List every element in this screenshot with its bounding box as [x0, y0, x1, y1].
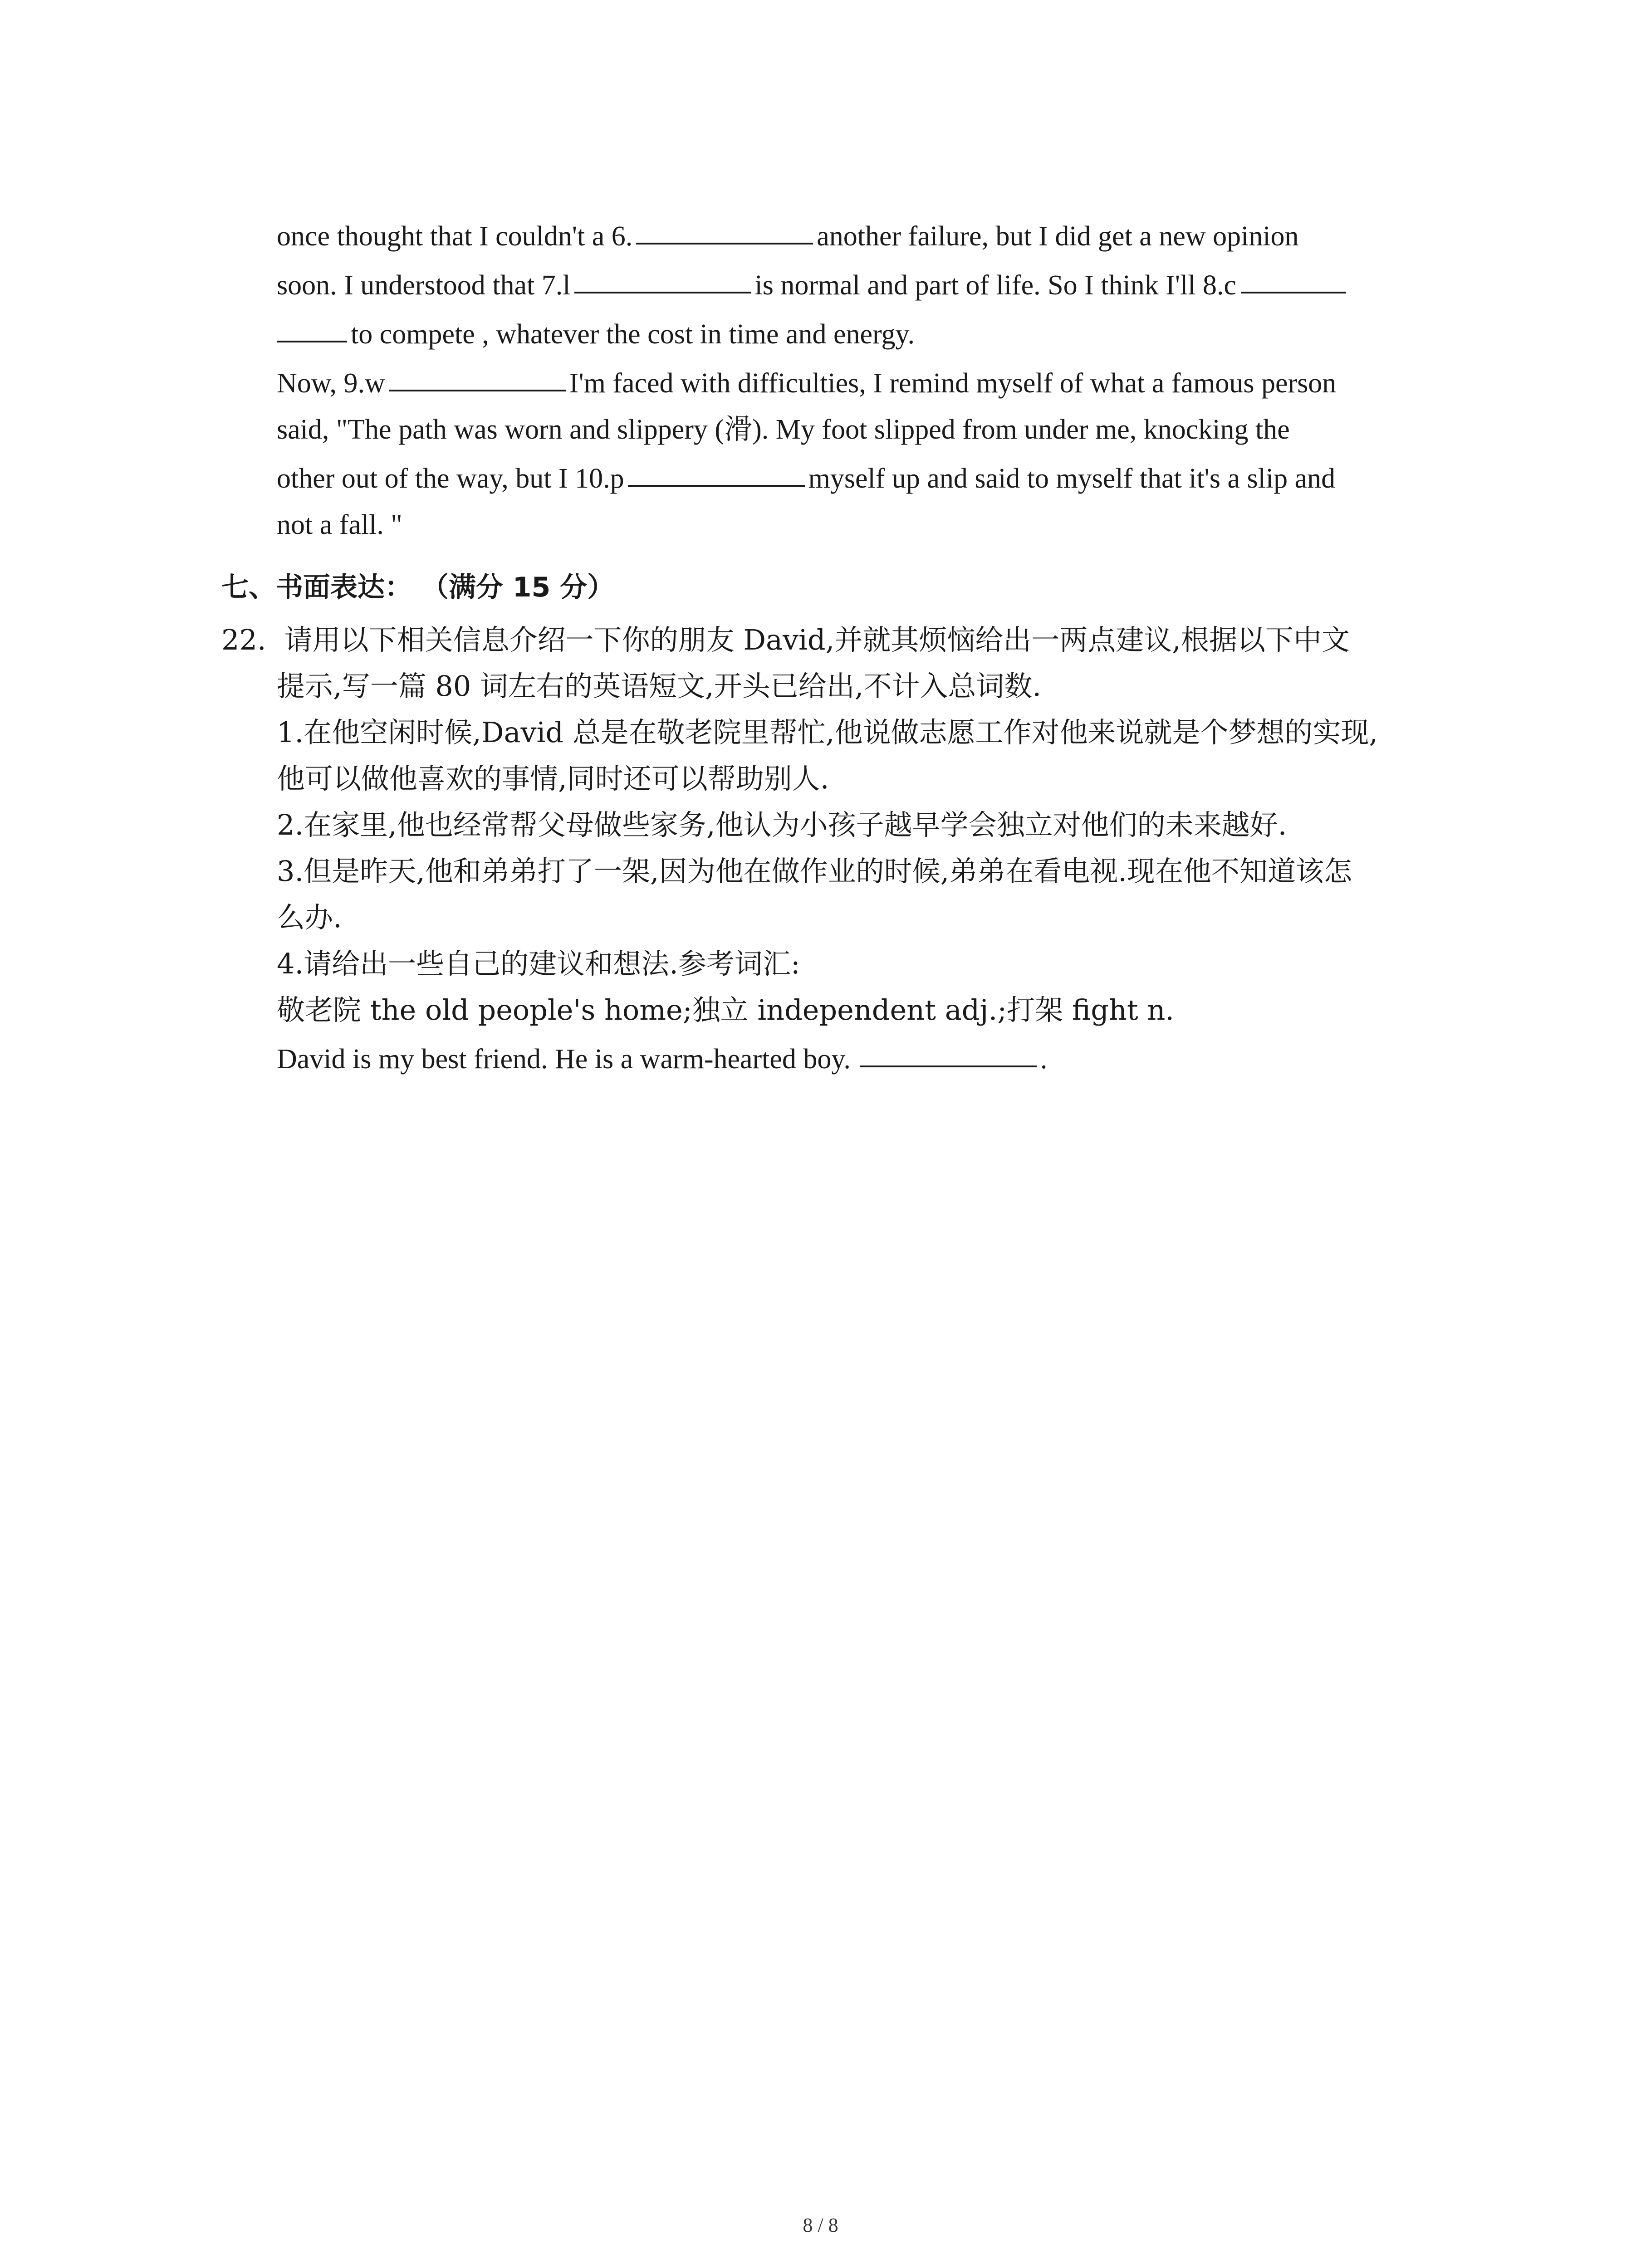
point-3-line-1: 3.但是昨天,他和弟弟打了一架,因为他在做作业的时候,弟弟在看电视.现在他不知道该怎 [277, 855, 1352, 888]
point-1-line-2: 他可以做他喜欢的事情,同时还可以帮助别人. [277, 762, 829, 795]
point-1-line-1: 1.在他空闲时候,David 总是在敬老院里帮忙,他说做志愿工作对他来说就是个梦想的实现, [277, 716, 1378, 749]
passage-line-5 [277, 415, 1290, 444]
blank-8-part-2[interactable] [277, 340, 347, 342]
passage-line-1 [277, 222, 1299, 250]
passage-text: said, "The path was worn and slippery (滑). My foot slipped from under me, knocking the [277, 414, 1290, 445]
section-heading: 七、书面表达： （满分 15 分） [221, 572, 615, 603]
blank-7[interactable] [574, 291, 751, 293]
passage-text: another failure, but I did get a new opinion [817, 221, 1299, 252]
passage-text: is normal and part of life. So I think I'll 8.c [754, 270, 1237, 301]
question-22-line-2: 提示,写一篇 80 词左右的英语短文,开头已给出,不计入总词数. [277, 670, 1042, 703]
passage-line-7 [277, 511, 402, 539]
passage-text: once thought that I couldn't a 6. [277, 221, 633, 252]
passage-text: myself up and said to myself that it's a slip and [808, 463, 1336, 494]
page-number: 8 / 8 [803, 2214, 838, 2236]
blank-8-part-1[interactable] [1241, 291, 1346, 293]
point-3-line-2: 么办. [277, 901, 342, 934]
passage-text: to compete , whatever the cost in time and energy. [351, 319, 915, 350]
passage-text: other out of the way, but I 10.p [277, 463, 624, 494]
question-22-line-1 [221, 623, 1350, 656]
passage-line-2 [277, 271, 1346, 299]
passage-line-4 [277, 369, 1336, 397]
passage-text: not a fall. " [277, 509, 402, 540]
passage-line-3 [277, 320, 915, 348]
essay-end-period: . [1040, 1044, 1048, 1075]
point-2: 2.在家里,他也经常帮父母做些家务,他认为小孩子越早学会独立对他们的未来越好. [277, 808, 1287, 841]
blank-6[interactable] [636, 242, 813, 244]
passage-text: soon. I understood that 7.l [277, 270, 571, 301]
question-number: 22. [221, 623, 266, 656]
passage-text: Now, 9.w [277, 368, 385, 399]
essay-start-text: David is my best friend. He is a warm-hearted boy. [277, 1044, 851, 1075]
essay-blank[interactable] [860, 1065, 1037, 1067]
question-text: 请用以下相关信息介绍一下你的朋友 David,并就其烦恼给出一两点建议,根据以下中文 [284, 623, 1350, 656]
passage-text: I'm faced with difficulties, I remind myself of what a famous person [569, 368, 1337, 399]
passage-line-6 [277, 464, 1335, 493]
essay-start-line [277, 1045, 1047, 1073]
blank-10[interactable] [628, 484, 805, 487]
vocabulary-line: 敬老院 the old people's home;独立 independent adj.;打架 fight n. [277, 993, 1175, 1026]
point-4: 4.请给出一些自己的建议和想法.参考词汇: [277, 947, 800, 980]
blank-9[interactable] [389, 389, 566, 391]
